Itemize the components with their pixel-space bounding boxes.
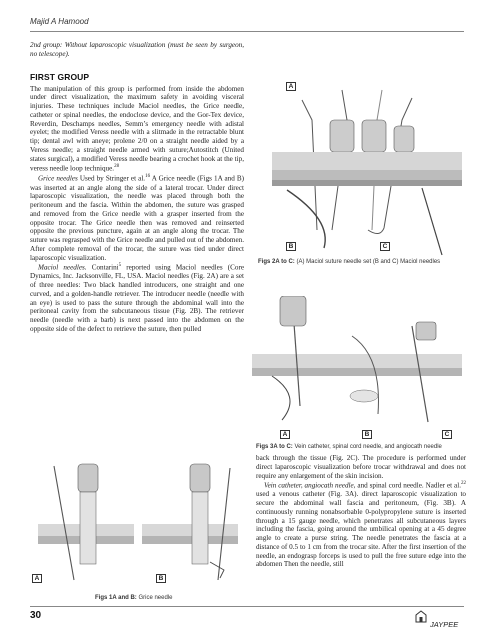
- maciol-text-b: reported using Maciol needles (Core Dynamics, Inc. Jacksonville, FL, USA. Maciol needles (Fig. 2A) are a set of three needles: Two black handled introducers, one straight and one curved, and a golden-handle retriever. The introducer needle (needle with an eye) is used to pass the suture through the abdominal wall into the peritoneal cavity from the subcutaneous tissue (Fig. 2B). The retriever needle (needle with a barb) is next passed into the abdomen on the opposite side of the defect to retrieve the suture, then pulled: [30, 263, 244, 333]
- section-heading: FIRST GROUP: [30, 71, 90, 82]
- vein-text-b: used a venous catheter (Fig. 3A). direct laparoscopic visualization to secure the abdominal wall fascia and peritoneum, (Fig. 3B). A continuously running nonabsorbable 0-polypropylene suture is inserted through a 15 gauge needle, which penetrates all subcutaneous layers including the fascia, going around the umbilical opening at a 45 degree angle to create a purse string. The needle penetrates the fascia at a distance of 0.5 to 1 cm from the trocar site. After the first insertion of the needle, an endograsp forceps is used to pull the free suture edge into the abdomen Then the needle, still: [256, 490, 466, 569]
- figure-2-label-a: A: [286, 82, 296, 91]
- header-divider: [30, 31, 464, 32]
- figure-2-label-b: B: [286, 242, 296, 251]
- figure-1-caption-bold: Figs 1A and B:: [95, 595, 137, 601]
- figure-3-label-c: C: [442, 430, 452, 439]
- reference-mark: 22: [461, 481, 466, 487]
- figure-3-label-a: A: [280, 430, 290, 439]
- figure-2-caption-text: (A) Maciol suture needle set (B and C) Maciol needles: [294, 259, 441, 265]
- figure-3-illustration: [252, 296, 462, 440]
- right-text-column: [256, 454, 466, 569]
- figure-3-drawing: [252, 296, 462, 440]
- maciol-paragraph: [30, 262, 244, 333]
- figure-3-label-b: B: [362, 430, 372, 439]
- footer-divider: [30, 606, 464, 607]
- reference-mark: 5: [118, 263, 122, 269]
- vein-text-a: and spinal cord needle. Nadler et al.: [355, 481, 461, 490]
- figure-2-drawing: [272, 80, 462, 260]
- figure-2-caption: [258, 258, 462, 266]
- figure-3-caption: [256, 443, 468, 451]
- first-group-text: The manipulation of this group is performed from inside the abdomen under direct visualization, the maximum safety in avoiding visceral injuries. These techniques include Maciol needles, the Grice needle, catheter or spinal needles, the endoclose device, and the Gor-Tex device, Reverdin, Deschamps needles, Semm’s emergency needle with adistal eyelet; the modified Veress needle with a slitmade in the retractable blunt tip; dental awl with aneye; prolene 2/0 on a straight needle aided by a Veress needle; a straight needle armed with suture;Autostitch (United states surgical), a modified Veress needle bearing a crochet hook at the tip, veress needle loop technique.: [30, 84, 244, 173]
- publisher-logo-icon: [414, 610, 428, 624]
- grice-text-a: Used by Stringer et al.: [77, 174, 146, 183]
- figure-2-label-c: C: [380, 242, 390, 251]
- figure-1-caption-text: Grice needle: [136, 595, 173, 601]
- intro-paragraph: [30, 41, 244, 59]
- figure-2-illustration: [272, 80, 462, 260]
- intro-text: 2nd group: Without laparoscopic visualization (must be seen by surgeon, no telescope).: [30, 41, 244, 58]
- figure-2-caption-bold: Figs 2A to C:: [258, 259, 295, 265]
- figure-1-label-a: A: [32, 574, 42, 583]
- figure-3-caption-bold: Figs 3A to C:: [256, 444, 293, 450]
- page-number: 30: [30, 610, 42, 621]
- continued-paragraph: back through the tissue (Fig. 2C). The procedure is performed under direct laparoscopic visualization before trocar withdrawal and does not require any enlargement of the skin incision.: [256, 454, 466, 480]
- first-group-paragraph: [30, 85, 244, 174]
- figure-3-caption-text: Vein catheter, spinal cord needle, and angiocath needle: [292, 444, 442, 450]
- vein-lead: Vein catheter, angiocath needle,: [264, 481, 356, 490]
- publisher-name: JAYPEE: [430, 620, 459, 629]
- grice-text-b: A Grice needle (Figs 1A and B) was inserted at an angle along the side of a lateral trocar. Under direct laparoscopic visualization, the needle was placed through both the peritoneum and the fascia. Within the abdomen, the suture was grasped and removed from the Grice needle with a grasper inserted from the opposite trocar. The Grice needle then was removed and reinserted opposite the previous puncture, again at an angle along the trocar. The suture was regrasped with the Grice needle and pulled out of the abdomen. After complete removal of the trocar, the suture was tied under direct laparoscopic visualization.: [30, 174, 244, 262]
- figure-1-caption: [95, 594, 235, 602]
- reference-mark: 28: [114, 164, 120, 170]
- reference-mark: 16: [145, 174, 151, 180]
- running-head-author: Majid A Hamood: [30, 17, 89, 26]
- grice-paragraph: [30, 173, 244, 262]
- figure-1-drawing: [30, 462, 244, 590]
- maciol-text-a: Contarini: [86, 263, 119, 272]
- figure-1-label-b: B: [156, 574, 166, 583]
- figure-1-illustration: [30, 462, 244, 590]
- grice-lead: Grice needles: [38, 174, 78, 183]
- vein-catheter-paragraph: [256, 480, 466, 569]
- left-text-column: [30, 41, 244, 334]
- maciol-lead: Maciol needles.: [38, 263, 87, 272]
